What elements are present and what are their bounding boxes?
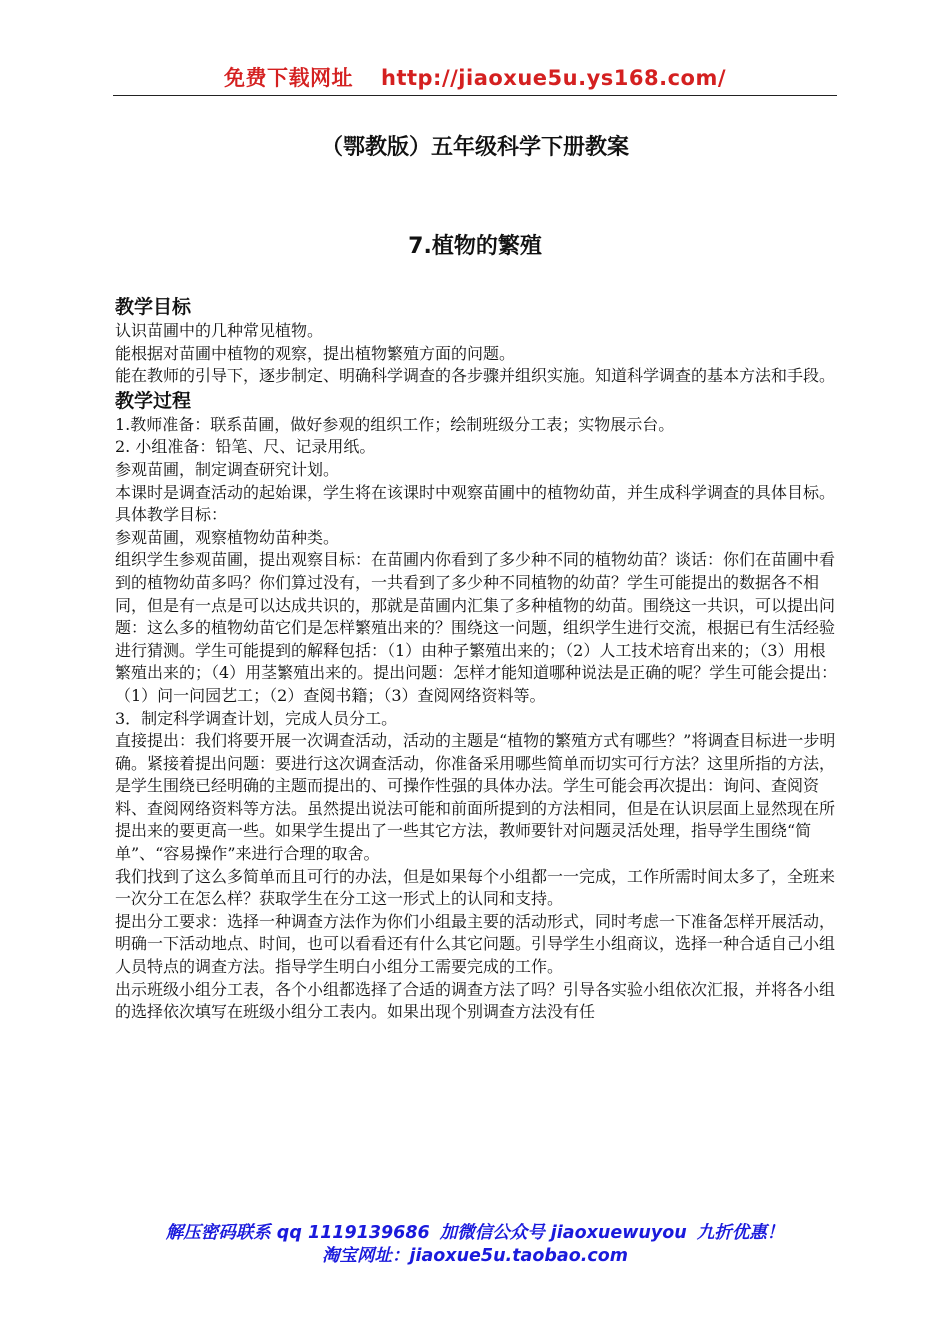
goals-heading: 教学目标 [115,296,192,318]
process-paragraph: 直接提出：我们将要开展一次调查活动，活动的主题是“植物的繁殖方式有哪些？”将调查目标进一步明确。紧接着提出问题：要进行这次调查活动，你准备采用哪些简单而切实可行方法？这里所指的方法，是学生围绕已经明确的主题而提出的、可操作性强的具体办法。学生可能会再次提出：询问、查阅资料、查阅网络资料等方法。虽然提出说法可能和前面所提到的方法相同，但是在认识层面上显然现在所提出来的要更高一些。如果学生提出了一些其它方法，教师要针对问题灵活处理，指导学生围绕“简单”、“容易操作”来进行合理的取舍。 [115,731,836,864]
footer-password-contact: 解压密码联系 qq 1119139686 [165,1223,430,1243]
header-label: 免费下载网址 [224,66,353,90]
process-paragraph: 本课时是调查活动的起始课，学生将在该课时中观察苗圃中的植物幼苗，并生成科学调查的具体目标。 [115,482,836,502]
goal-paragraph: 能根据对苗圃中植物的观察，提出植物繁殖方面的问题。 [115,343,516,363]
process-paragraph: 3．制定科学调查计划，完成人员分工。 [115,708,398,728]
process-paragraph: 我们找到了这么多简单而且可行的办法，但是如果每个小组都一一完成，工作所需时间太多了，全班来一次分工在怎么样？获取学生在分工这一形式上的认同和支持。 [115,866,836,909]
process-paragraph: 1.教师准备：联系苗圃，做好参观的组织工作；绘制班级分工表；实物展示台。 [115,414,675,434]
process-paragraph: 参观苗圃，观察植物幼苗种类。 [115,527,340,547]
document-body [115,294,840,1024]
header-divider [113,95,837,96]
process-paragraph: 参观苗圃，制定调查研究计划。 [115,459,340,479]
goal-paragraph: 能在教师的引导下，逐步制定、明确科学调查的各步骤并组织实施。知道科学调查的基本方法和手段。 [115,366,836,386]
lesson-title: 7.植物的繁殖 [408,234,542,259]
process-paragraph: 2. 小组准备：铅笔、尺、记录用纸。 [115,437,376,457]
header-url-link[interactable]: http://jiaoxue5u.ys168.com/ [381,66,726,90]
footer-wechat: 加微信公众号 jiaoxuewuyou [439,1223,687,1243]
process-paragraph: 具体教学目标： [115,505,228,525]
footer-taobao-link[interactable]: 淘宝网址：jiaoxue5u.taobao.com [321,1246,629,1266]
document-title: （鄂教版）五年级科学下册教案 [320,135,629,160]
process-paragraph: 出示班级小组分工表，各个小组都选择了合适的调查方法了吗？引导各实验小组依次汇报，并将各小组的选择依次填写在班级小组分工表内。如果出现个别调查方法没有任 [115,979,836,1022]
process-paragraph: 提出分工要求：选择一种调查方法作为你们小组最主要的活动形式，同时考虑一下准备怎样开展活动，明确一下活动地点、时间，也可以看看还有什么其它问题。引导学生小组商议，选择一种合适自己小组人员特点的调查方法。指导学生明白小组分工需要完成的工作。 [115,911,836,977]
goal-paragraph: 认识苗圃中的几种常见植物。 [115,321,324,340]
process-heading: 教学过程 [115,389,192,412]
header-banner [0,62,950,92]
process-paragraph: 组织学生参观苗圃，提出观察目标：在苗圃内你看到了多少种不同的植物幼苗？谈话：你们在苗圃中看到的植物幼苗多吗？你们算过没有，一共看到了多少种不同植物的幼苗？学生可能提出的数据各不相同，但是有一点是可以达成共识的，那就是苗圃内汇集了多种植物的幼苗。围绕这一共识，可以提出问题：这么多的植物幼苗它们是怎样繁殖出来的？围绕这一问题，组织学生进行交流，根据已有生活经验进行猜测。学生可能提到的解释包括：（1）由种子繁殖出来的；（2）人工技术培育出来的；（3）用根繁殖出来的；（4）用茎繁殖出来的。提出问题：怎样才能知道哪种说法是正确的呢？学生可能会提出：（1）问一问园艺工；（2）查阅书籍；（3）查阅网络资料等。 [115,550,838,705]
footer-promo [0,1219,950,1244]
footer-discount: 九折优惠！ [696,1223,785,1243]
